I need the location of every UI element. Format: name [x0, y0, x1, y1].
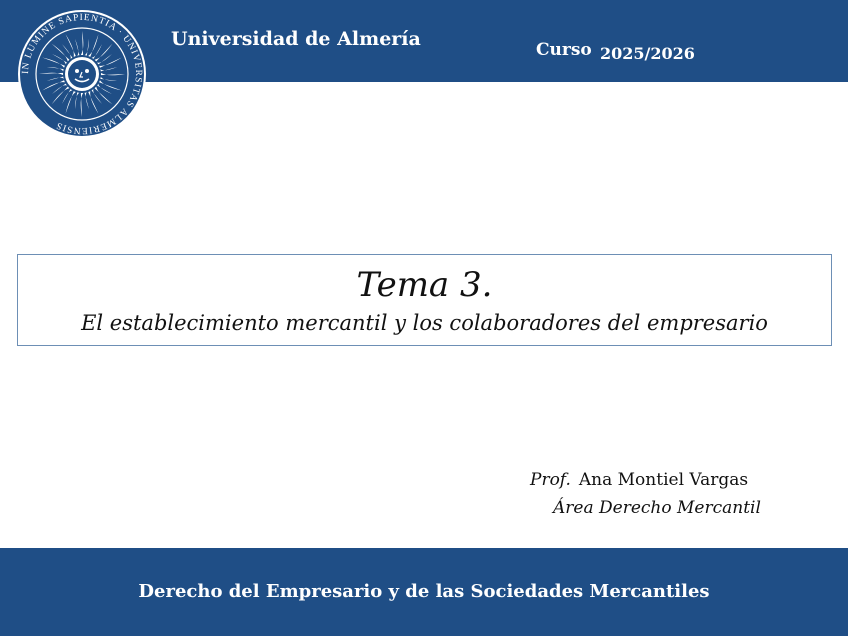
- course-year: 2025/2026: [600, 44, 695, 63]
- subject-name: Derecho del Empresario y de las Sociedades Mercantiles: [138, 581, 710, 602]
- professor-prefix: Prof.: [530, 470, 571, 490]
- university-name: Universidad de Almería: [171, 28, 421, 50]
- department-area: Área Derecho Mercantil: [553, 498, 761, 518]
- seal-text: IN LUMINE SAPIENTIA · UNIVERSITAS ALMERIENSIS: [20, 12, 144, 136]
- title-box: [17, 254, 832, 346]
- course-label: Curso: [536, 40, 592, 60]
- university-seal-logo: [18, 10, 146, 138]
- professor-name: Ana Montiel Vargas: [578, 470, 749, 490]
- seal-icon: [18, 10, 146, 138]
- footer-bar: [0, 548, 848, 636]
- topic-title: Tema 3.: [356, 265, 493, 305]
- professor-line: [530, 470, 748, 490]
- topic-subtitle: El establecimiento mercantil y los colaboradores del empresario: [81, 311, 768, 335]
